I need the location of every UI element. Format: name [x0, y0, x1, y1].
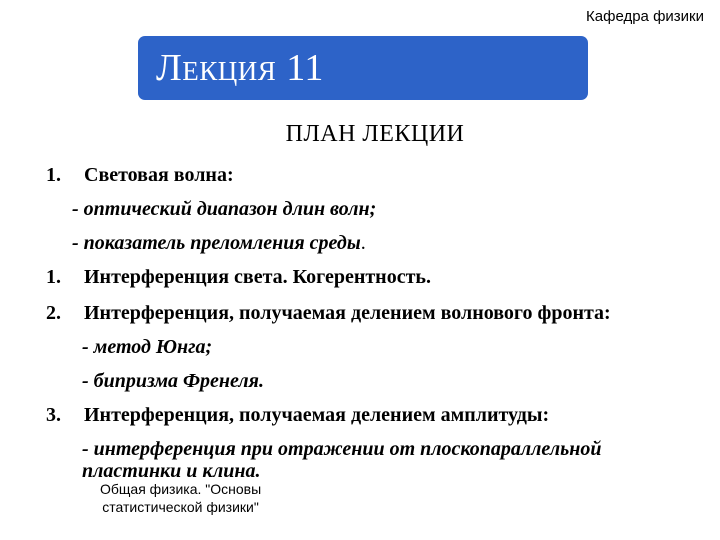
item-text: Интерференция, получаемая делением волнового фронта: [84, 302, 611, 324]
item-number: 1. [46, 266, 61, 288]
subitem-suffix: . [360, 232, 366, 254]
item-text: Интерференция, получаемая делением амплитуды: [84, 404, 550, 426]
list-item [46, 164, 234, 187]
list-subitem [82, 370, 264, 393]
subitem-text: - метод Юнга; [82, 336, 213, 358]
footer-line: статистической физики" [102, 499, 259, 515]
lecture-title: Лекция 11 [156, 47, 324, 89]
subitem-text: - оптический диапазон длин волн; [72, 198, 377, 220]
plan-heading: ПЛАН ЛЕКЦИИ [285, 121, 465, 147]
list-item [46, 302, 611, 325]
subitem-text: - показатель преломления среды [72, 232, 361, 254]
subitem-text: пластинки и клина. [82, 460, 261, 482]
item-number: 3. [46, 404, 61, 426]
list-subitem [72, 198, 376, 221]
list-item [46, 266, 431, 289]
list-subitem [82, 336, 212, 359]
list-subitem [82, 438, 601, 461]
item-text: Световая волна: [84, 164, 234, 186]
subitem-text: - бипризма Френеля. [82, 370, 264, 392]
list-subitem [72, 232, 366, 255]
lecture-title-banner [138, 36, 588, 100]
list-item [46, 404, 549, 427]
item-number: 2. [46, 302, 61, 324]
department-label: Кафедра физики [586, 8, 704, 25]
footer-line: Общая физика. "Основы [100, 481, 262, 497]
footer-note [100, 480, 261, 516]
subitem-text: - интерференция при отражении от плоскопараллельной [82, 438, 602, 460]
item-number: 1. [46, 164, 61, 186]
item-text: Интерференция света. Когерентность. [84, 266, 431, 288]
